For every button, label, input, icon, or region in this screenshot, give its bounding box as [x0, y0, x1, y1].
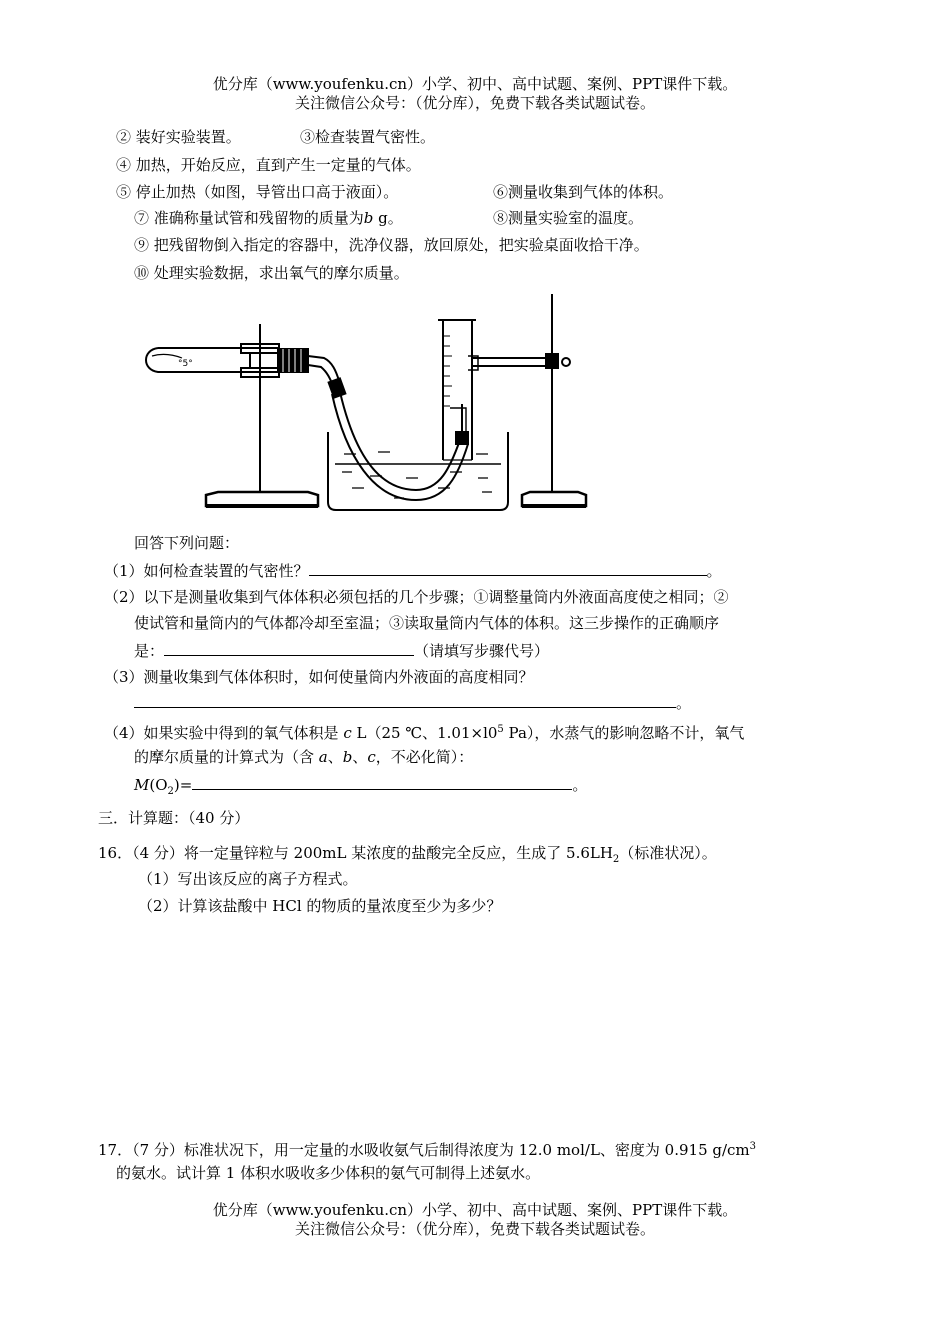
question-4-line-1: （4）如果实验中得到的氧气体积是 c L（25 ℃、$1.01\times l0^5$ Pa），水蒸气的影响忽略不计，氧气: [104, 724, 745, 742]
footer-line-1: 优分库（www.youfenku.cn）小学、初中、高中试题、案例、PPT课件下载。: [212, 1201, 738, 1219]
question-1: （1）如何检查装置的气密性？ 。: [104, 562, 722, 580]
answer-blank-4[interactable]: [192, 774, 572, 790]
step-9: ⑨ 把残留物倒入指定的容器中，洗净仪器，放回原处，把实验桌面收拾干净。: [134, 236, 649, 254]
oxygen-collection-apparatus-diagram: [138, 292, 588, 514]
step-4: ④ 加热，开始反应，直到产生一定量的气体。: [116, 156, 421, 174]
question-2-line-2: 使试管和量筒内的气体都冷却至室温；③读取量筒内气体的体积。这三步操作的正确顺序: [134, 614, 720, 632]
step-5: ⑤ 停止加热（如图，导管出口高于液面）。: [116, 183, 399, 201]
step-10: ⑩ 处理实验数据，求出氧气的摩尔质量。: [134, 264, 409, 282]
answer-blank-3[interactable]: [134, 692, 676, 708]
problem-17-line-2: 的氨水。试计算 1 体积水吸收多少体积的氨气可制得上述氨水。: [116, 1164, 541, 1182]
header-line-1: 优分库（www.youfenku.cn）小学、初中、高中试题、案例、PPT课件下载。: [212, 75, 738, 93]
water-trough: [328, 432, 508, 510]
step-2: ② 装好实验装置。: [116, 128, 241, 146]
svg-text:°5°: °5°: [178, 359, 193, 369]
problem-16-part-2: （2）计算该盐酸中 HCl 的物质的量浓度至少为多少？: [138, 897, 502, 915]
step-8: ⑧测量实验室的温度。: [493, 209, 644, 227]
question-4-formula: $M(O_2)=$ 。: [134, 776, 588, 797]
step-7: ⑦ 准确称量试管和残留物的质量为b g。: [134, 209, 403, 227]
right-iron-stand: [468, 294, 586, 506]
section-3-title: 三．计算题：（40 分）: [98, 809, 250, 827]
answer-blank-1[interactable]: [309, 560, 707, 576]
question-2-line-3: 是： （请填写步骤代号）: [134, 642, 550, 660]
footer-line-2: 关注微信公众号：（优分库），免费下载各类试题试卷。: [294, 1220, 655, 1238]
question-3: （3）测量收集到气体体积时，如何使量筒内外液面的高度相同？: [104, 668, 534, 686]
step-6: ⑥测量收集到气体的体积。: [493, 183, 674, 201]
problem-17-line-1: 17．（7 分）标准状况下，用一定量的水吸收氨气后制得浓度为 12.0 mol/L、密度为 0.915 $g/cm^3$: [98, 1141, 757, 1159]
answer-blank-2[interactable]: [164, 640, 414, 656]
rubber-stopper: [278, 349, 308, 372]
step-3: ③检查装置气密性。: [300, 128, 436, 146]
problem-16-part-1: （1）写出该反应的离子方程式。: [138, 870, 358, 888]
question-4-line-2: 的摩尔质量的计算式为（含 a、b、c，不必化简）：: [134, 748, 474, 766]
question-2-line-1: （2）以下是测量收集到气体体积必须包括的几个步骤；①调整量筒内外液面高度使之相同；②: [104, 588, 729, 606]
header-line-2: 关注微信公众号：（优分库），免费下载各类试题试卷。: [294, 94, 655, 112]
questions-intro: 回答下列问题：: [134, 534, 240, 552]
problem-16: 16．（4 分）将一定量锌粒与 200mL 某浓度的盐酸完全反应，生成了 $5.6LH_2$（标准状况）。: [98, 844, 717, 865]
question-3-answer-line: 。: [134, 692, 691, 713]
